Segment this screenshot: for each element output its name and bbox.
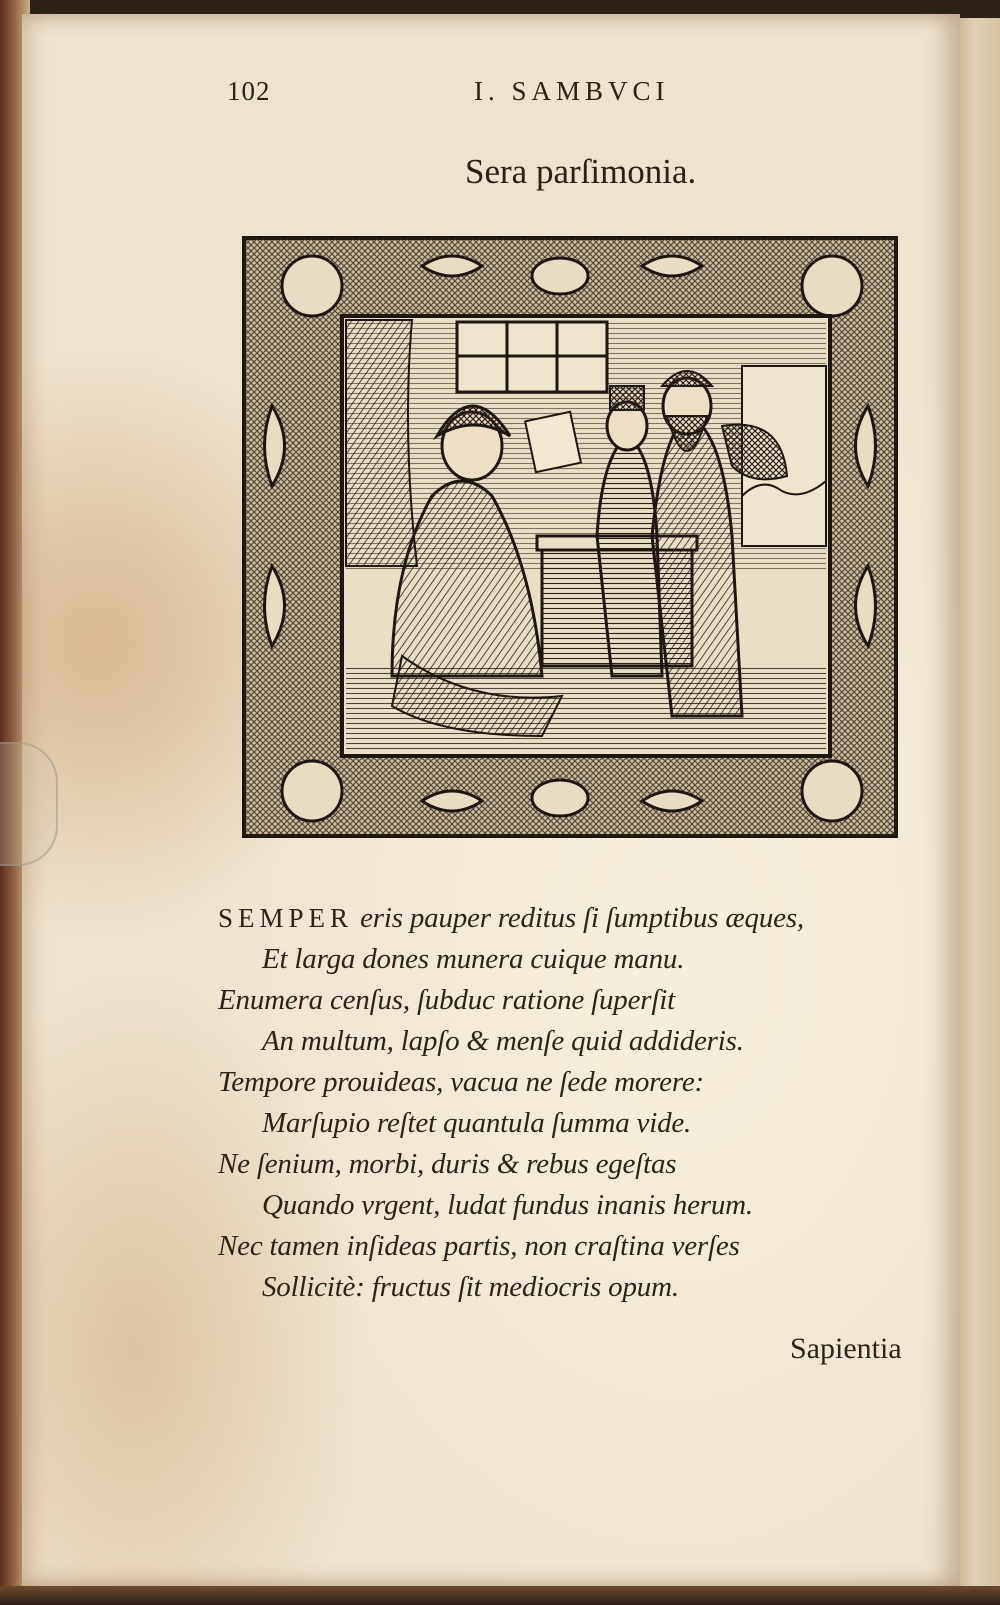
- verse-line: Marſupio reſtet quantula ſumma vide.: [262, 1107, 692, 1139]
- emblem-title: Sera parſimonia.: [465, 152, 697, 191]
- verse-line: Nec tamen inſideas partis, non craſtina verſes: [218, 1230, 740, 1262]
- verse-line: Enumera cenſus, ſubduc ratione ſuperſit: [218, 984, 675, 1016]
- verse-line: Quando vrgent, ludat fundus inanis herum.: [262, 1189, 753, 1221]
- page-clip: [0, 742, 58, 866]
- verse-line: An multum, lapſo & menſe quid addideris.: [262, 1025, 744, 1057]
- running-head: [22, 76, 960, 116]
- page-number: 102: [227, 76, 271, 106]
- verse-line-text: eris pauper reditus ſi ſumptibus æques,: [360, 902, 804, 934]
- verse-lead-word: SEMPER: [218, 903, 354, 933]
- verse-line: [218, 902, 804, 935]
- woodcut-illustration: [242, 236, 898, 838]
- facing-page-edge: [957, 18, 1000, 1586]
- book-page: [22, 14, 960, 1586]
- verse-line: Sollicitè: fructus ſit mediocris opum.: [262, 1271, 679, 1303]
- verse-line: Tempore prouideas, vacua ne ſede morere:: [218, 1066, 704, 1098]
- running-title: I. SAMBVCI: [474, 76, 670, 106]
- woodcut-icon: [242, 236, 898, 838]
- bottom-edge: [0, 1586, 1000, 1605]
- catchword: Sapientia: [790, 1332, 902, 1365]
- verse-line: Et larga dones munera cuique manu.: [262, 943, 685, 975]
- verse-line: Ne ſenium, morbi, duris & rebus egeſtas: [218, 1148, 677, 1180]
